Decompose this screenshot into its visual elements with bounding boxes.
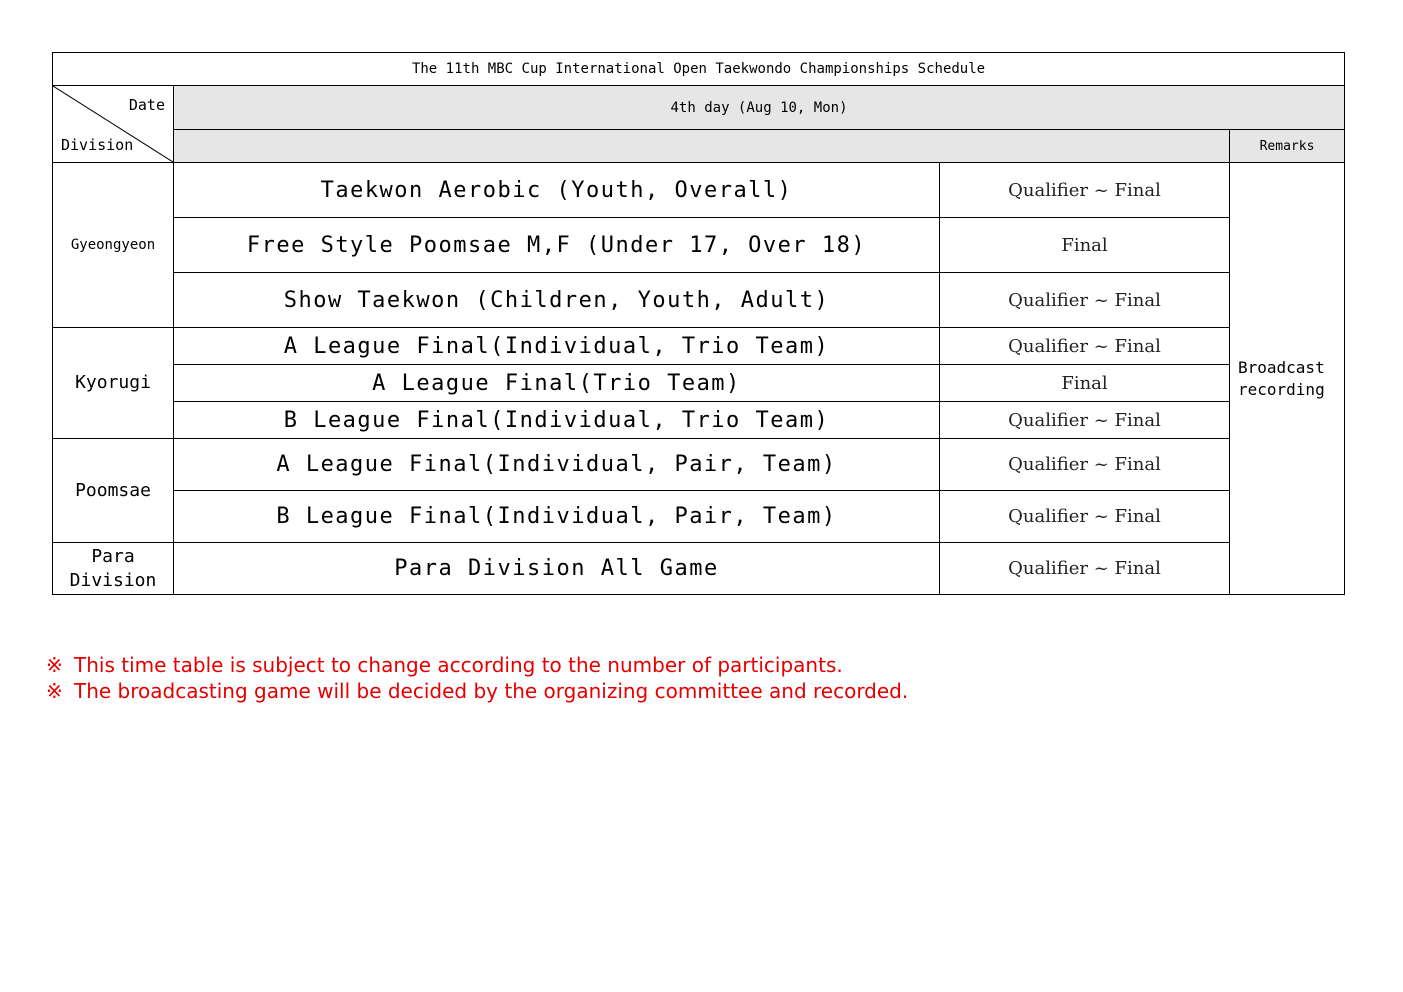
- event-cell: Free Style Poomsae M,F (Under 17, Over 18): [174, 218, 940, 273]
- stage-cell: Qualifier ~ Final: [940, 273, 1230, 328]
- stage-cell: Qualifier ~ Final: [940, 402, 1230, 439]
- reference-mark-icon: ※: [46, 653, 63, 677]
- stage-cell: Qualifier ~ Final: [940, 543, 1230, 595]
- table-row: [53, 402, 1345, 439]
- para-line-1: Para: [91, 545, 135, 567]
- notes: [46, 652, 908, 704]
- note-text-2: The broadcasting game will be decided by the organizing committee and recorded.: [74, 679, 909, 703]
- event-cell: A League Final(Trio Team): [174, 365, 940, 402]
- event-cell: B League Final(Individual, Pair, Team): [174, 491, 940, 543]
- corner-header: [53, 86, 174, 163]
- note-line-1: [46, 652, 908, 678]
- remarks-line-2: recording: [1238, 379, 1325, 399]
- division-label: Division: [61, 136, 134, 154]
- stage-cell: Final: [940, 218, 1230, 273]
- remarks-cell: [1230, 163, 1345, 595]
- day-header: 4th day (Aug 10, Mon): [174, 86, 1345, 130]
- stage-cell: Qualifier ~ Final: [940, 328, 1230, 365]
- event-cell: Taekwon Aerobic (Youth, Overall): [174, 163, 940, 218]
- division-poomsae: Poomsae: [53, 439, 174, 543]
- note-line-2: [46, 678, 908, 704]
- event-cell: A League Final(Individual, Trio Team): [174, 328, 940, 365]
- note-text-1: This time table is subject to change according to the number of participants.: [74, 653, 843, 677]
- remarks-header: Remarks: [1230, 130, 1345, 163]
- table-row: [53, 218, 1345, 273]
- event-cell: Para Division All Game: [174, 543, 940, 595]
- table-row: [53, 163, 1345, 218]
- stage-cell: Qualifier ~ Final: [940, 163, 1230, 218]
- table-title: The 11th MBC Cup International Open Taekwondo Championships Schedule: [53, 53, 1345, 86]
- date-label: Date: [128, 96, 165, 114]
- table-row: [53, 491, 1345, 543]
- event-cell: Show Taekwon (Children, Youth, Adult): [174, 273, 940, 328]
- table-row: [53, 273, 1345, 328]
- event-cell: A League Final(Individual, Pair, Team): [174, 439, 940, 491]
- division-para: [53, 543, 174, 595]
- reference-mark-icon: ※: [46, 679, 63, 703]
- table-row: [53, 543, 1345, 595]
- stage-cell: Final: [940, 365, 1230, 402]
- stage-cell: Qualifier ~ Final: [940, 491, 1230, 543]
- event-cell: B League Final(Individual, Trio Team): [174, 402, 940, 439]
- table-row: [53, 365, 1345, 402]
- stage-cell: Qualifier ~ Final: [940, 439, 1230, 491]
- subheader-blank: [174, 130, 1230, 163]
- division-kyorugi: Kyorugi: [53, 328, 174, 439]
- table-row: [53, 328, 1345, 365]
- table-row: [53, 439, 1345, 491]
- schedule-table: [52, 52, 1345, 595]
- remarks-line-1: Broadcast: [1238, 357, 1325, 377]
- division-gyeongyeon: Gyeongyeon: [53, 163, 174, 328]
- para-line-2: Division: [69, 569, 157, 591]
